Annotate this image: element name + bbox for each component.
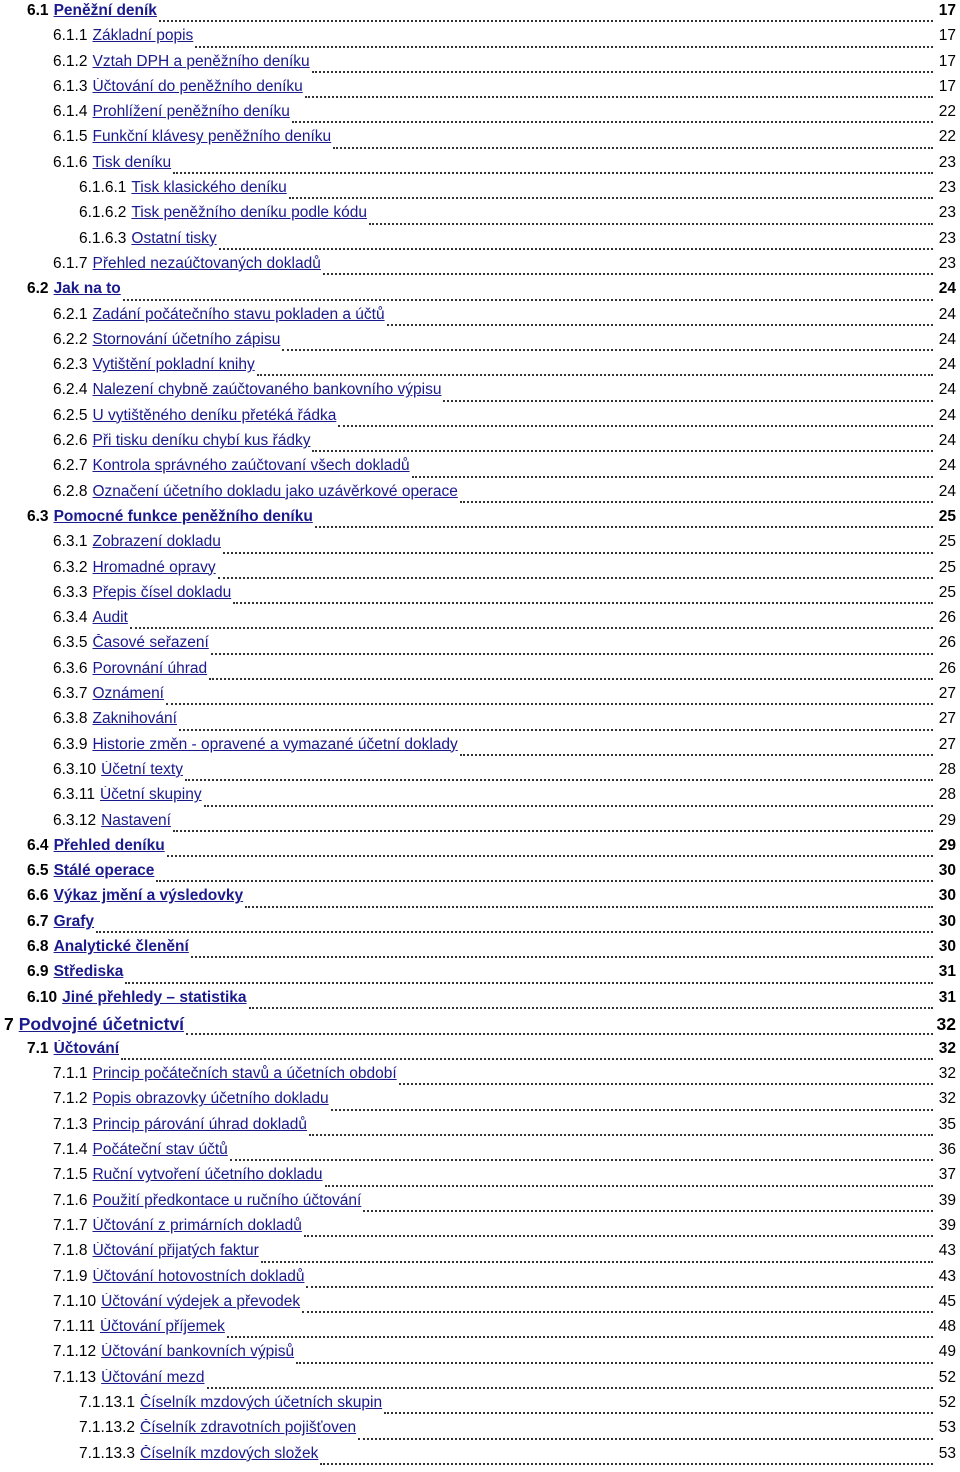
toc-entry-number: 6.3.10 xyxy=(53,760,97,778)
toc-entry-page: 30 xyxy=(938,912,956,930)
toc-entry[interactable] xyxy=(0,179,960,204)
toc-entry-number: 6.1 xyxy=(27,2,49,19)
toc-entry-page: 32 xyxy=(938,1039,956,1057)
toc-entry-link[interactable]: Stálé operace xyxy=(53,862,155,880)
toc-entry-page: 28 xyxy=(938,760,956,778)
toc-entry-number: 6.3.1 xyxy=(53,533,88,551)
toc-entry-number: 6.3.11 xyxy=(53,786,95,804)
toc-entry-number: 7.1.12 xyxy=(53,1343,97,1361)
dot-leader xyxy=(261,1261,933,1263)
dot-leader xyxy=(296,1362,933,1364)
toc-entry-link[interactable]: Historie změn - opravené a vymazané účetní doklady xyxy=(92,735,458,753)
toc-entry[interactable] xyxy=(0,306,960,331)
toc-entry[interactable] xyxy=(0,1217,960,1242)
toc-entry-number: 7.1.13 xyxy=(53,1368,97,1386)
toc-entry-link[interactable]: Účtování výdejek a převodek xyxy=(101,1292,301,1310)
toc-entry-link[interactable]: Popis obrazovky účetního dokladu xyxy=(92,1090,329,1108)
dot-leader xyxy=(156,880,933,882)
dot-leader xyxy=(282,349,933,351)
dot-leader xyxy=(292,121,933,123)
toc-entry[interactable] xyxy=(0,938,960,963)
dot-leader xyxy=(323,273,933,275)
toc-entry-number: 6.2.8 xyxy=(53,482,88,500)
toc-entry-link[interactable]: Číselník mzdových složek xyxy=(140,1444,319,1462)
toc-entry[interactable] xyxy=(0,761,960,786)
dot-leader xyxy=(245,906,933,908)
toc-entry-page: 32 xyxy=(936,1013,956,1034)
toc-entry[interactable] xyxy=(0,27,960,52)
toc-entry-page: 23 xyxy=(938,254,956,272)
toc-entry-link[interactable]: Účtování do peněžního deníku xyxy=(92,77,303,95)
toc-entry-link[interactable]: Nalezení chybně zaúčtovaného bankovního výpisu xyxy=(92,381,442,399)
toc-entry-link[interactable]: Výkaz jmění a výsledovky xyxy=(53,887,244,905)
toc-entry[interactable] xyxy=(0,1343,960,1368)
toc-entry[interactable] xyxy=(0,356,960,381)
dot-leader xyxy=(312,450,933,452)
toc-entry-page: 30 xyxy=(938,862,956,880)
toc-entry-link[interactable]: Porovnání úhrad xyxy=(92,659,208,677)
toc-entry-link[interactable]: Účtování přijatých faktur xyxy=(92,1242,259,1260)
dot-leader xyxy=(96,931,933,933)
toc-entry-link[interactable]: Střediska xyxy=(53,963,124,981)
toc-entry-link[interactable]: Časové seřazení xyxy=(92,634,209,652)
dot-leader xyxy=(338,425,933,427)
dot-leader xyxy=(211,653,933,655)
toc-entry-link[interactable]: Účtování příjemek xyxy=(99,1318,225,1336)
toc-entry[interactable] xyxy=(0,381,960,406)
toc-entry-link[interactable]: Číselník mzdových účetních skupin xyxy=(140,1394,383,1412)
toc-entry-number: 7.1.3 xyxy=(53,1115,88,1133)
toc-entry-link[interactable]: Tisk klasického deníku xyxy=(131,179,287,197)
toc-entry[interactable] xyxy=(0,1141,960,1166)
toc-entry-number: 7.1 xyxy=(27,1039,49,1057)
dot-leader xyxy=(185,779,933,781)
dot-leader xyxy=(207,1387,934,1389)
toc-entry-link[interactable]: Účtování bankovních výpisů xyxy=(101,1343,295,1361)
dot-leader xyxy=(173,830,933,832)
toc-entry-page: 22 xyxy=(938,128,956,146)
toc-entry-page: 24 xyxy=(938,432,956,450)
toc-entry-link[interactable]: Princip počátečních stavů a účetních období xyxy=(92,1065,397,1083)
toc-entry[interactable] xyxy=(0,963,960,988)
dot-leader xyxy=(302,1311,933,1313)
dot-leader xyxy=(309,1134,933,1136)
toc-entry-page: 39 xyxy=(938,1191,956,1209)
toc-entry[interactable] xyxy=(0,407,960,432)
toc-entry-number: 6.2.5 xyxy=(53,406,88,424)
toc-entry-page: 30 xyxy=(938,937,956,955)
toc-entry-number: 7.1.13.2 xyxy=(79,1419,136,1437)
toc-entry-number: 6.9 xyxy=(27,963,49,981)
toc-entry[interactable] xyxy=(0,1065,960,1090)
toc-entry-number: 7.1.1 xyxy=(53,1065,88,1083)
toc-entry[interactable] xyxy=(0,1394,960,1419)
toc-entry-link[interactable]: Nastavení xyxy=(101,811,171,829)
toc-entry[interactable] xyxy=(0,559,960,584)
toc-entry-link[interactable]: Grafy xyxy=(53,912,95,930)
toc-entry-page: 17 xyxy=(938,77,956,95)
toc-entry-page: 29 xyxy=(938,836,956,854)
toc-entry-page: 24 xyxy=(938,381,956,399)
toc-entry-page: 24 xyxy=(938,356,956,374)
toc-entry-page: 32 xyxy=(938,1065,956,1083)
dot-leader xyxy=(191,956,933,958)
toc-entry-page: 29 xyxy=(938,811,956,829)
toc-entry-link[interactable]: Označení účetního dokladu jako uzávěrkové operace xyxy=(92,482,458,500)
toc-entry-number: 7.1.11 xyxy=(53,1318,95,1336)
toc-entry-page: 17 xyxy=(938,2,956,19)
toc-entry-number: 6.7 xyxy=(27,912,49,930)
toc-entry[interactable] xyxy=(0,609,960,634)
toc-entry[interactable] xyxy=(0,457,960,482)
toc-entry[interactable] xyxy=(0,1268,960,1293)
toc-entry-number: 7 xyxy=(4,1013,14,1034)
dot-leader xyxy=(166,703,933,705)
toc-entry-page: 53 xyxy=(938,1444,956,1462)
toc-entry-link[interactable]: Účtování mezd xyxy=(101,1368,205,1386)
toc-entry-page: 24 xyxy=(938,457,956,475)
dot-leader xyxy=(219,248,933,250)
toc-entry[interactable] xyxy=(0,1192,960,1217)
dot-leader xyxy=(358,1438,933,1440)
dot-leader xyxy=(227,1336,933,1338)
toc-entry[interactable] xyxy=(0,78,960,103)
toc-entry-link[interactable]: Tisk peněžního deníku podle kódu xyxy=(131,204,367,222)
toc-entry-number: 6.3.8 xyxy=(53,710,88,728)
dot-leader xyxy=(460,501,933,503)
toc-entry[interactable] xyxy=(0,508,960,533)
dot-leader xyxy=(384,1412,933,1414)
toc-entry-number: 6.2.4 xyxy=(53,381,88,399)
dot-leader xyxy=(399,1083,933,1085)
toc-entry[interactable] xyxy=(0,53,960,78)
toc-entry-number: 6.3.2 xyxy=(53,558,88,576)
dot-leader xyxy=(306,1286,933,1288)
toc-entry[interactable] xyxy=(0,204,960,229)
toc-entry-page: 32 xyxy=(938,1090,956,1108)
toc-entry[interactable] xyxy=(0,1419,960,1444)
toc-entry-number: 6.10 xyxy=(27,988,58,1006)
dot-leader xyxy=(443,400,933,402)
toc-entry-page: 26 xyxy=(938,634,956,652)
toc-entry-link[interactable]: Při tisku deníku chybí kus řádky xyxy=(92,432,311,450)
toc-entry-page: 23 xyxy=(938,179,956,197)
toc-entry[interactable] xyxy=(0,786,960,811)
toc-entry-link[interactable]: Přehled nezaúčtovaných dokladů xyxy=(92,254,321,272)
toc-entry-page: 25 xyxy=(938,533,956,551)
toc-entry-page: 36 xyxy=(938,1141,956,1159)
dot-leader xyxy=(331,1109,933,1111)
toc-entry-link[interactable]: Počáteční stav účtů xyxy=(92,1141,228,1159)
toc-entry-page: 48 xyxy=(938,1318,956,1336)
dot-leader xyxy=(223,552,933,554)
toc-entry-page: 25 xyxy=(938,558,956,576)
dot-leader xyxy=(123,299,933,301)
dot-leader xyxy=(289,197,933,199)
dot-leader xyxy=(369,223,933,225)
toc-entry-page: 30 xyxy=(938,887,956,905)
toc-entry-page: 37 xyxy=(938,1166,956,1184)
toc-entry-number: 6.2 xyxy=(27,280,49,298)
toc-entry-page: 24 xyxy=(938,406,956,424)
toc-entry-page: 45 xyxy=(938,1292,956,1310)
toc-entry-link[interactable]: Analytické členění xyxy=(53,937,189,955)
toc-entry-number: 6.4 xyxy=(27,836,49,854)
toc-entry[interactable] xyxy=(0,331,960,356)
toc-entry[interactable] xyxy=(0,1090,960,1115)
toc-entry-page: 49 xyxy=(938,1343,956,1361)
toc-entry[interactable] xyxy=(0,685,960,710)
toc-entry[interactable] xyxy=(0,432,960,457)
toc-entry-link[interactable]: Přepis čísel dokladu xyxy=(92,583,232,601)
toc-entry[interactable] xyxy=(0,1014,960,1040)
toc-entry-link[interactable]: Funkční klávesy peněžního deníku xyxy=(92,128,332,146)
toc-entry-page: 27 xyxy=(938,735,956,753)
toc-entry[interactable] xyxy=(0,255,960,280)
toc-entry[interactable] xyxy=(0,1369,960,1394)
toc-entry-number: 6.1.3 xyxy=(53,77,88,95)
toc-entry[interactable] xyxy=(0,1242,960,1267)
toc-entry-page: 25 xyxy=(938,507,956,525)
toc-entry-number: 6.1.6.3 xyxy=(79,229,127,247)
toc-entry-number: 7.1.13.1 xyxy=(79,1394,136,1412)
toc-entry-page: 17 xyxy=(938,52,956,70)
dot-leader xyxy=(233,602,933,604)
toc-entry-number: 6.2.7 xyxy=(53,457,88,475)
toc-entry-page: 22 xyxy=(938,103,956,121)
toc-entry-page: 43 xyxy=(938,1267,956,1285)
toc-entry-link[interactable]: Účtování hotovostních dokladů xyxy=(92,1267,305,1285)
toc-entry-page: 26 xyxy=(938,609,956,627)
toc-entry-number: 6.1.6 xyxy=(53,153,88,171)
toc-entry-page: 23 xyxy=(938,204,956,222)
table-of-contents xyxy=(0,2,960,1470)
toc-entry-page: 24 xyxy=(938,305,956,323)
dot-leader xyxy=(257,374,933,376)
toc-entry-page: 27 xyxy=(938,685,956,703)
toc-entry[interactable] xyxy=(0,710,960,735)
toc-entry-page: 27 xyxy=(938,710,956,728)
dot-leader xyxy=(186,1033,933,1035)
toc-entry-link[interactable]: Jak na to xyxy=(53,280,121,298)
toc-entry-number: 6.2.2 xyxy=(53,330,88,348)
toc-entry[interactable] xyxy=(0,533,960,558)
toc-entry-number: 7.1.2 xyxy=(53,1090,88,1108)
toc-entry-link[interactable]: Zobrazení dokladu xyxy=(92,533,221,551)
toc-entry-page: 25 xyxy=(938,583,956,601)
toc-entry[interactable] xyxy=(0,2,960,27)
toc-entry-number: 7.1.8 xyxy=(53,1242,88,1260)
toc-entry[interactable] xyxy=(0,1293,960,1318)
toc-entry-number: 6.1.6.2 xyxy=(79,204,127,222)
toc-entry-link[interactable]: Hromadné opravy xyxy=(92,558,216,576)
toc-entry-page: 31 xyxy=(938,963,956,981)
toc-entry-link[interactable]: Kontrola správného zaúčtovaní všech dokladů xyxy=(92,457,410,475)
toc-entry-page: 24 xyxy=(938,482,956,500)
toc-entry[interactable] xyxy=(0,862,960,887)
toc-entry-page: 17 xyxy=(938,27,956,45)
toc-entry-number: 6.1.5 xyxy=(53,128,88,146)
toc-entry[interactable] xyxy=(0,230,960,255)
toc-entry-link[interactable]: Číselník zdravotních pojišťoven xyxy=(140,1419,357,1437)
toc-entry[interactable] xyxy=(0,736,960,761)
dot-leader xyxy=(320,1463,933,1465)
toc-entry-link[interactable]: Ruční vytvoření účetního dokladu xyxy=(92,1166,323,1184)
toc-entry-page: 52 xyxy=(938,1394,956,1412)
toc-entry-link[interactable]: Pomocné funkce peněžního deníku xyxy=(53,507,313,525)
toc-entry[interactable] xyxy=(0,1166,960,1191)
toc-entry-page: 31 xyxy=(938,988,956,1006)
dot-leader xyxy=(204,805,933,807)
toc-entry-number: 7.1.4 xyxy=(53,1141,88,1159)
toc-entry-page: 24 xyxy=(938,330,956,348)
toc-entry-page: 35 xyxy=(938,1115,956,1133)
toc-entry-page: 53 xyxy=(938,1419,956,1437)
toc-entry-number: 7.1.6 xyxy=(53,1191,88,1209)
toc-entry-number: 6.3.12 xyxy=(53,811,97,829)
dot-leader xyxy=(230,1159,933,1161)
toc-entry[interactable] xyxy=(0,837,960,862)
toc-entry-number: 6.2.3 xyxy=(53,356,88,374)
toc-entry[interactable] xyxy=(0,634,960,659)
dot-leader xyxy=(125,982,933,984)
toc-entry-number: 6.3 xyxy=(27,507,49,525)
toc-entry-link[interactable]: Peněžní deník xyxy=(53,2,157,19)
toc-entry-number: 6.1.1 xyxy=(53,27,88,45)
dot-leader xyxy=(304,1235,933,1237)
toc-entry-link[interactable]: Základní popis xyxy=(92,27,194,45)
toc-entry-link[interactable]: Prohlížení peněžního deníku xyxy=(92,103,290,121)
toc-entry-number: 6.3.6 xyxy=(53,659,88,677)
toc-entry-number: 6.3.4 xyxy=(53,609,88,627)
dot-leader xyxy=(363,1210,933,1212)
toc-entry[interactable] xyxy=(0,887,960,912)
dot-leader xyxy=(305,96,933,98)
toc-entry[interactable] xyxy=(0,483,960,508)
toc-entry-number: 6.3.5 xyxy=(53,634,88,652)
toc-entry-link[interactable]: Účetní skupiny xyxy=(99,786,202,804)
toc-entry[interactable] xyxy=(0,989,960,1014)
toc-entry-page: 23 xyxy=(938,229,956,247)
toc-entry[interactable] xyxy=(0,1040,960,1065)
toc-entry-page: 39 xyxy=(938,1216,956,1234)
toc-entry[interactable] xyxy=(0,660,960,685)
toc-entry-number: 7.1.13.3 xyxy=(79,1444,136,1462)
toc-entry[interactable] xyxy=(0,584,960,609)
toc-entry-number: 6.2.1 xyxy=(53,305,88,323)
toc-entry-link[interactable]: Ostatní tisky xyxy=(131,229,217,247)
toc-entry-number: 6.1.6.1 xyxy=(79,179,127,197)
toc-entry[interactable] xyxy=(0,128,960,153)
dot-leader xyxy=(315,526,933,528)
toc-entry-link[interactable]: U vytištěného deníku přetéká řádka xyxy=(92,406,337,424)
dot-leader xyxy=(209,678,933,680)
toc-entry-number: 6.1.7 xyxy=(53,254,88,272)
dot-leader xyxy=(333,147,933,149)
toc-entry-link[interactable]: Přehled deníku xyxy=(53,836,165,854)
dot-leader xyxy=(460,754,933,756)
toc-entry-page: 26 xyxy=(938,659,956,677)
toc-entry-number: 6.3.3 xyxy=(53,583,88,601)
toc-entry-number: 6.3.9 xyxy=(53,735,88,753)
toc-entry-number: 6.1.2 xyxy=(53,52,88,70)
toc-entry-link[interactable]: Použití předkontace u ručního účtování xyxy=(92,1191,362,1209)
toc-entry-page: 28 xyxy=(938,786,956,804)
dot-leader xyxy=(387,324,933,326)
toc-entry-link[interactable]: Tisk deníku xyxy=(92,153,172,171)
toc-entry-link[interactable]: Zadání počátečního stavu pokladen a účtů xyxy=(92,305,385,323)
toc-entry-link[interactable]: Princip párování úhrad dokladů xyxy=(92,1115,308,1133)
toc-entry-link[interactable]: Zaknihování xyxy=(92,710,177,728)
toc-entry-number: 6.6 xyxy=(27,887,49,905)
toc-entry[interactable] xyxy=(0,280,960,305)
toc-entry-number: 7.1.9 xyxy=(53,1267,88,1285)
toc-entry[interactable] xyxy=(0,1445,960,1470)
toc-entry-link[interactable]: Vytištění pokladní knihy xyxy=(92,356,255,374)
toc-entry-page: 23 xyxy=(938,153,956,171)
toc-entry-number: 6.1.4 xyxy=(53,103,88,121)
toc-entry-link[interactable]: Účtování xyxy=(53,1039,120,1057)
dot-leader xyxy=(130,627,933,629)
dot-leader xyxy=(167,855,933,857)
toc-entry-number: 6.3.7 xyxy=(53,685,88,703)
toc-entry[interactable] xyxy=(0,1318,960,1343)
dot-leader xyxy=(195,46,933,48)
dot-leader xyxy=(173,172,933,174)
toc-entry[interactable] xyxy=(0,103,960,128)
toc-entry-number: 6.2.6 xyxy=(53,432,88,450)
dot-leader xyxy=(325,1185,933,1187)
toc-entry-number: 7.1.10 xyxy=(53,1292,97,1310)
toc-entry-link[interactable]: Vztah DPH a peněžního deníku xyxy=(92,52,310,70)
toc-entry-link[interactable]: Stornování účetního zápisu xyxy=(92,330,281,348)
dot-leader xyxy=(179,729,933,731)
toc-entry-link[interactable]: Oznámení xyxy=(92,685,164,703)
toc-entry-page: 52 xyxy=(938,1368,956,1386)
toc-entry-page: 43 xyxy=(938,1242,956,1260)
dot-leader xyxy=(218,577,933,579)
toc-entry[interactable] xyxy=(0,913,960,938)
toc-entry-link[interactable]: Účtování z primárních dokladů xyxy=(92,1216,302,1234)
toc-entry-number: 7.1.7 xyxy=(53,1216,88,1234)
toc-entry-link[interactable]: Účetní texty xyxy=(101,760,183,778)
dot-leader xyxy=(312,71,933,73)
dot-leader xyxy=(412,476,933,478)
toc-entry[interactable] xyxy=(0,812,960,837)
toc-entry-page: 24 xyxy=(938,280,956,298)
dot-leader xyxy=(249,1007,933,1009)
toc-entry-link[interactable]: Jiné přehledy – statistika xyxy=(62,988,247,1006)
dot-leader xyxy=(159,20,933,22)
toc-entry[interactable] xyxy=(0,1116,960,1141)
dot-leader xyxy=(121,1058,933,1060)
toc-entry-link[interactable]: Audit xyxy=(92,609,128,627)
toc-entry[interactable] xyxy=(0,154,960,179)
toc-entry-link[interactable]: Podvojné účetnictví xyxy=(18,1013,185,1034)
toc-entry-number: 6.5 xyxy=(27,862,49,880)
toc-entry-number: 7.1.5 xyxy=(53,1166,88,1184)
toc-entry-number: 6.8 xyxy=(27,937,49,955)
